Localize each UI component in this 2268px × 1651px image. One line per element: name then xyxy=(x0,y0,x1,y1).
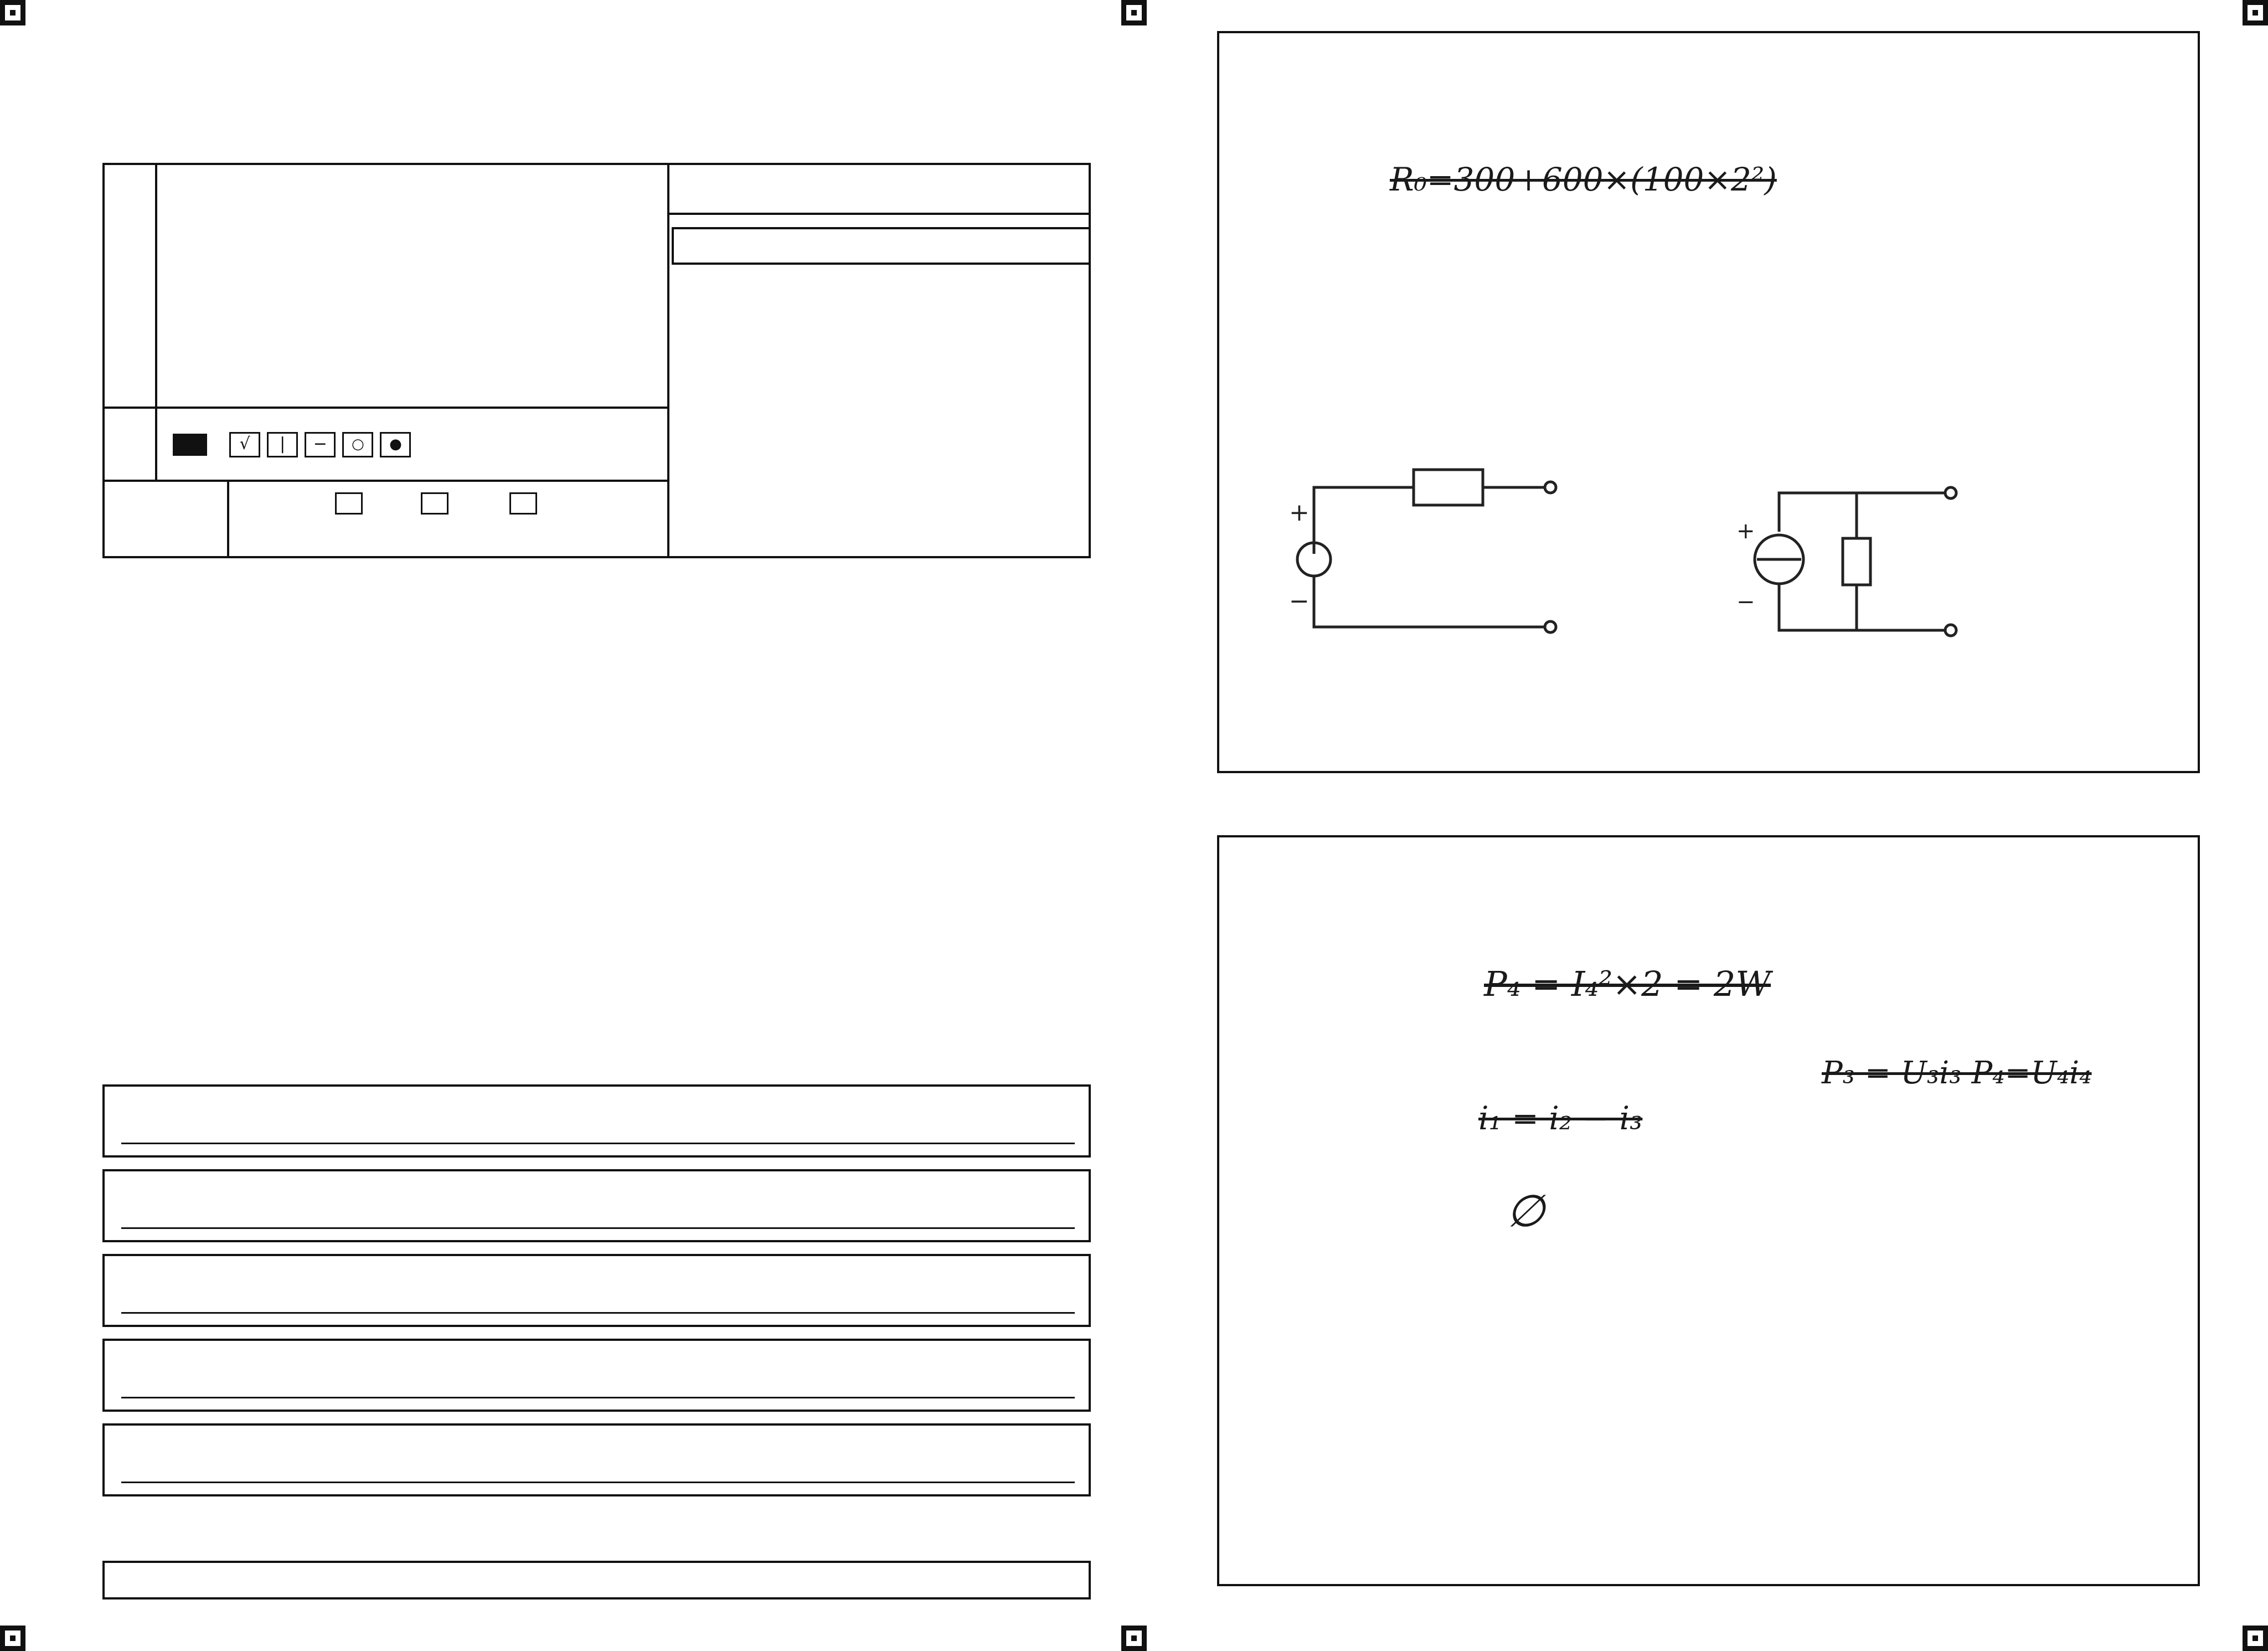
thevenin-plus-sign: + xyxy=(1289,498,1310,527)
norton-minus-sign: − xyxy=(1736,589,1755,615)
wrong-fill-check-icon: √ xyxy=(229,432,260,457)
thevenin-terminal-bottom xyxy=(1545,621,1556,632)
forbidden-absent-checkbox[interactable] xyxy=(335,492,363,515)
answer-box[interactable] xyxy=(1217,835,2200,1586)
norton-wire-bottom xyxy=(1779,584,1945,630)
student-id-underline xyxy=(669,213,1091,215)
fill-blank-line xyxy=(121,1397,1075,1398)
forbidden-cheat-checkbox[interactable] xyxy=(421,492,449,515)
forbidden-opt-absent[interactable] xyxy=(324,490,374,515)
fill-blank-line xyxy=(121,1482,1075,1483)
corner-marker-bottom-right xyxy=(2243,1626,2268,1651)
fill-guide-correct xyxy=(173,431,411,457)
wrong-fill-bar-icon: | xyxy=(267,432,298,457)
wrong-fill-circle-icon: ○ xyxy=(342,432,373,457)
header-divider-left xyxy=(155,163,157,407)
student-id-digits xyxy=(672,227,1091,265)
corner-marker-top-right xyxy=(2243,0,2268,25)
wrong-fill-dot-icon: ● xyxy=(380,432,411,457)
fill-blank-row[interactable] xyxy=(102,1169,1091,1242)
header-divider-fill xyxy=(155,407,157,480)
thevenin-terminal-top xyxy=(1545,482,1556,493)
thevenin-resistor xyxy=(1414,470,1483,505)
header-divider-forbid xyxy=(227,480,229,558)
answer-strike-1: P₄ = I₄²×2 = 2W xyxy=(1484,964,1771,1004)
forbidden-violation-checkbox[interactable] xyxy=(509,492,537,515)
header-box xyxy=(102,163,1091,558)
corner-marker-bottom-center xyxy=(1121,1626,1147,1651)
norton-wire-top xyxy=(1779,493,1945,532)
analysis-answer-box-start[interactable] xyxy=(102,1561,1091,1599)
fill-blank-line xyxy=(121,1312,1075,1314)
corner-marker-bottom-left xyxy=(0,1626,25,1651)
fill-blank-line xyxy=(121,1143,1075,1144)
header-divider-mid xyxy=(667,163,669,558)
norton-terminal-bottom xyxy=(1945,625,1956,636)
norton-terminal-top xyxy=(1945,487,1956,498)
analysis-work-strike: R₀=300+600×(100×2²) xyxy=(1390,161,1777,198)
correct-fill-sample xyxy=(173,434,207,456)
answer-strike-2: P₃ = U₃i₃ P₄=U₄i₄ xyxy=(1822,1055,2092,1091)
answer-strike-3: i₁ = i₂ − i₃ xyxy=(1478,1099,1643,1137)
thevenin-wire-bottom xyxy=(1314,576,1545,627)
wrong-fill-dash-icon: − xyxy=(305,432,336,457)
forbidden-opt-violation[interactable] xyxy=(498,490,548,515)
forbidden-opt-cheat[interactable] xyxy=(410,490,460,515)
fill-blank-row[interactable] xyxy=(102,1254,1091,1327)
corner-marker-top-left xyxy=(0,0,25,25)
thevenin-minus-sign: − xyxy=(1289,587,1310,615)
thevenin-wire-top xyxy=(1314,487,1414,554)
norton-resistor xyxy=(1843,538,1870,585)
answer-scribble: ∅ xyxy=(1506,1185,1545,1237)
fill-blank-line xyxy=(121,1227,1075,1229)
corner-marker-top-center xyxy=(1121,0,1147,25)
circuit-diagrams xyxy=(1217,421,2200,731)
fill-blank-row[interactable] xyxy=(102,1339,1091,1412)
header-hline-2 xyxy=(102,480,667,482)
fill-blank-row[interactable] xyxy=(102,1084,1091,1158)
fill-blank-row[interactable] xyxy=(102,1423,1091,1496)
header-hline-1 xyxy=(102,407,667,409)
norton-plus-sign: + xyxy=(1736,518,1755,544)
